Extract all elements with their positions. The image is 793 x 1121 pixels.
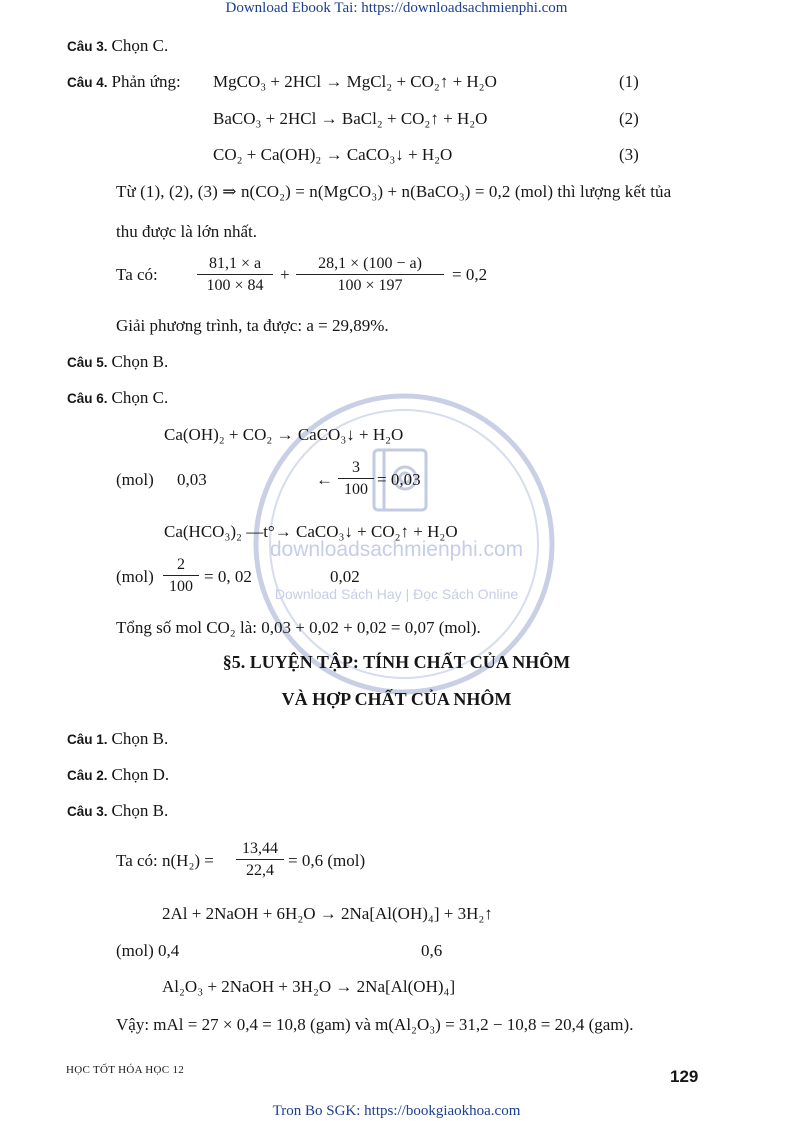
reaction-1-number: (1)	[619, 72, 639, 91]
s5-ta-co-h2: Ta có: n(H₂) =	[116, 851, 214, 870]
q6-reaction-1: Ca(OH)₂ + CO₂ → CaCO₃↓ + H₂O	[164, 425, 404, 444]
answer-text: Chọn C.	[111, 36, 169, 55]
plus-sign: +	[280, 265, 290, 284]
ta-co-label: Ta có:	[116, 265, 158, 284]
fraction-2-numerator: 28,1 × (100 − a)	[296, 254, 444, 275]
header-download-link[interactable]: Download Ebook Tai: https://downloadsachmienphi.com	[225, 0, 568, 16]
section-heading-line-1: §5. LUYỆN TẬP: TÍNH CHẤT CỦA NHÔM	[222, 652, 571, 672]
footer-sgk-link[interactable]: Tron Bo SGK: https://bookgiaokhoa.com	[272, 1103, 521, 1119]
fraction-denominator: 22,4	[246, 862, 274, 879]
question-label: Câu 4.	[67, 75, 108, 90]
section-heading-line-2: VÀ HỢP CHẤT CỦA NHÔM	[281, 689, 512, 709]
fraction-1-denominator: 100 × 84	[206, 277, 264, 294]
q6-mol-label: (mol)	[116, 470, 154, 489]
page-number: 129	[670, 1067, 699, 1086]
reaction-3-number: (3)	[619, 145, 639, 164]
question-5-answer	[67, 352, 168, 372]
s5-fraction-result: = 0,6 (mol)	[288, 851, 366, 870]
question-label: Câu 1.	[67, 732, 108, 747]
reaction-2-number: (2)	[619, 109, 639, 128]
answer-text: Chọn C.	[111, 388, 169, 407]
q6-mol-ca-oh2: 0,03	[177, 470, 207, 489]
s5-question-1-answer	[67, 729, 168, 749]
s5-reaction-al: 2Al + 2NaOH + 6H₂O → 2Na[Al(OH)₄] + 3H₂↑	[162, 904, 493, 923]
result-line-1: Từ (1), (2), (3) ⇒ n(CO₂) = n(MgCO₃) + n(BaCO₃) = 0,2 (mol) thì lượng kết tủa	[116, 182, 672, 201]
question-label: Câu 6.	[67, 391, 108, 406]
fraction-2-denominator: 100 × 197	[337, 277, 403, 294]
fraction-denominator: 100	[344, 481, 368, 498]
watermark-tagline: Download Sách Hay | Đọc Sách Online	[274, 586, 519, 602]
question-4-intro	[67, 72, 181, 92]
fraction-1-numerator: 81,1 × a	[197, 254, 273, 275]
answer-text: Chọn D.	[111, 765, 170, 784]
fraction-numerator: 2	[163, 555, 199, 576]
fraction-numerator: 3	[338, 458, 374, 479]
s5-conclusion: Vậy: mAl = 27 × 0,4 = 10,8 (gam) và m(Al₂O₃) = 31,2 − 10,8 = 20,4 (gam).	[116, 1015, 634, 1034]
reaction-3-formula: CO₂ + Ca(OH)₂ → CaCO₃↓ + H₂O	[213, 145, 453, 164]
q6-reaction-2: Ca(HCO₃)₂ —t°→ CaCO₃↓ + CO₂↑ + H₂O	[164, 522, 458, 541]
s5-mol-h2: 0,6	[421, 941, 443, 960]
question-label: Câu 5.	[67, 355, 108, 370]
s5-question-2-answer	[67, 765, 169, 785]
s5-reaction-al2o3: Al₂O₃ + 2NaOH + 3H₂O → 2Na[Al(OH)₄]	[162, 977, 456, 996]
q6-mol-label-2: (mol)	[116, 567, 154, 586]
fraction-denominator: 100	[169, 578, 193, 595]
question-label: Câu 3.	[67, 39, 108, 54]
question-label: Câu 3.	[67, 804, 108, 819]
s5-mol-al: (mol) 0,4	[116, 941, 180, 960]
answer-text: Chọn B.	[111, 729, 169, 748]
question-3-answer	[67, 36, 168, 56]
reaction-1-formula: MgCO₃ + 2HCl → MgCl₂ + CO₂↑ + H₂O	[213, 72, 497, 91]
q6-fraction-result: = 0,03	[377, 470, 421, 489]
watermark-site: downloadsachmienphi.com	[269, 538, 524, 561]
q6-mol2-co2: 0,02	[330, 567, 360, 586]
q6-fraction-co2	[338, 458, 374, 501]
fraction-1	[197, 254, 273, 297]
q6-fraction-ca-hco3	[163, 555, 199, 598]
intro-text: Phản ứng:	[111, 72, 181, 91]
reaction-2-formula: BaCO₃ + 2HCl → BaCl₂ + CO₂↑ + H₂O	[213, 109, 488, 128]
question-label: Câu 2.	[67, 768, 108, 783]
result-line-2: thu được là lớn nhất.	[116, 222, 257, 241]
fraction-2	[296, 254, 444, 297]
equation-result: = 0,2	[452, 265, 488, 284]
answer-text: Chọn B.	[111, 801, 169, 820]
fraction-numerator: 13,44	[236, 839, 284, 860]
q6-total: Tổng số mol CO₂ là: 0,03 + 0,02 + 0,02 = 0,07 (mol).	[116, 618, 481, 637]
question-6-answer	[67, 388, 168, 408]
running-footer: HỌC TỐT HÓA HỌC 12	[66, 1064, 185, 1076]
left-arrow: ←	[316, 470, 333, 489]
answer-text: Chọn B.	[111, 352, 169, 371]
s5-fraction-h2	[236, 839, 284, 882]
s5-question-3-answer	[67, 801, 168, 821]
solve-line: Giải phương trình, ta được: a = 29,89%.	[116, 316, 389, 335]
q6-mol2-result: = 0, 02	[204, 567, 252, 586]
